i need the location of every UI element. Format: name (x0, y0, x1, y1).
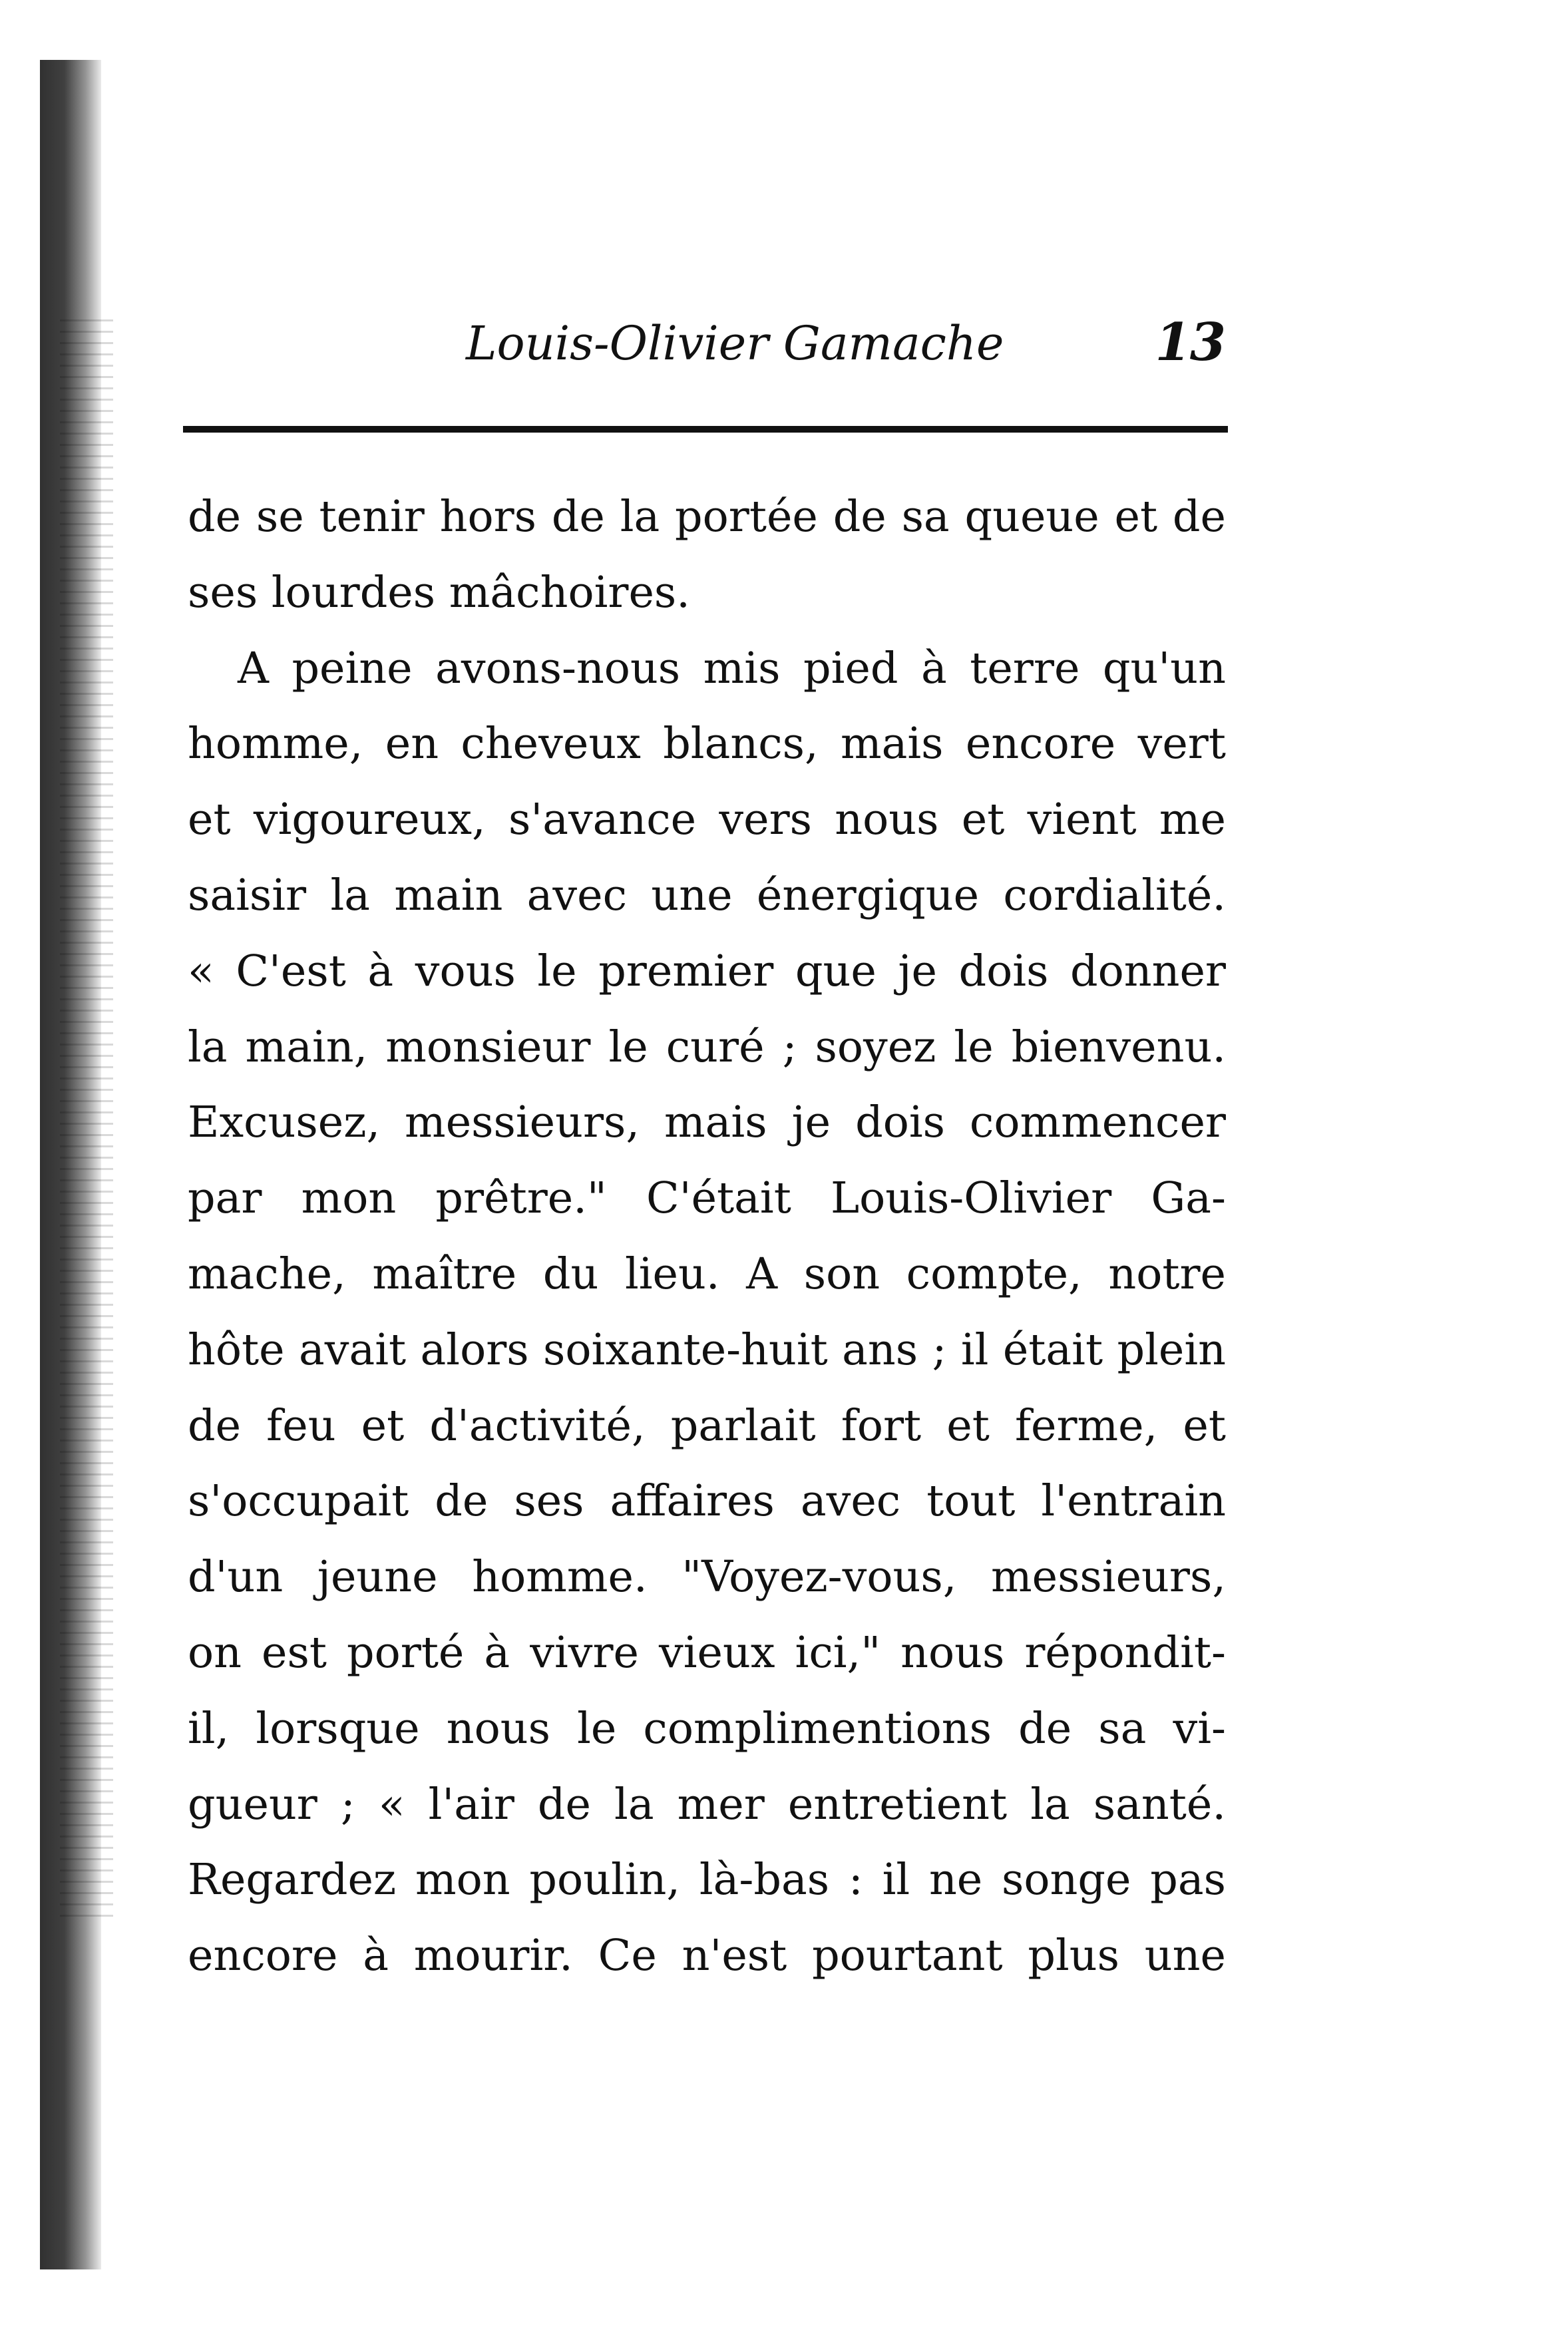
text-line: et vigoureux, s'avance vers nous et vient me (188, 795, 1226, 845)
header-rule (183, 426, 1228, 433)
text-line: homme, en cheveux blancs, mais encore vert (188, 719, 1226, 769)
text-line: Regardez mon poulin, là-bas : il ne songe pas (188, 1855, 1226, 1905)
text-line: on est porté à vivre vieux ici," nous répondit- (188, 1627, 1226, 1678)
text-line: Excusez, messieurs, mais je dois commencer (188, 1097, 1226, 1148)
text-line: par mon prêtre." C'était Louis-Olivier Ga- (188, 1173, 1226, 1224)
binding-speckle-marks (60, 319, 113, 1917)
text-line: d'un jeune homme. "Voyez-vous, messieurs, (188, 1552, 1226, 1603)
text-line: encore à mourir. Ce n'est pourtant plus une (188, 1931, 1226, 1981)
text-line: gueur ; « l'air de la mer entretient la santé. (188, 1779, 1226, 1830)
running-title: Louis-Olivier Gamache (466, 316, 1004, 371)
text-line: la main, monsieur le curé ; soyez le bienvenu. (188, 1022, 1226, 1072)
text-line: mache, maître du lieu. A son compte, notre (188, 1249, 1226, 1299)
body-text (188, 479, 1226, 1994)
text-line: A peine avons-nous mis pied à terre qu'un (238, 643, 1226, 693)
text-line: de se tenir hors de la portée de sa queue et de (188, 492, 1226, 542)
text-line: il, lorsque nous le complimentions de sa vi- (188, 1703, 1226, 1754)
text-line: saisir la main avec une énergique cordialité. (188, 870, 1226, 920)
text-line: de feu et d'activité, parlait fort et ferme, et (188, 1400, 1226, 1451)
text-line: ses lourdes mâchoires. (188, 567, 690, 618)
text-line: hôte avait alors soixante-huit ans ; il était plein (188, 1324, 1226, 1375)
page-number: 13 (1155, 312, 1225, 373)
text-line: « C'est à vous le premier que je dois donner (188, 946, 1226, 996)
text-line: s'occupait de ses affaires avec tout l'entrain (188, 1476, 1226, 1527)
page-header (186, 303, 1225, 376)
